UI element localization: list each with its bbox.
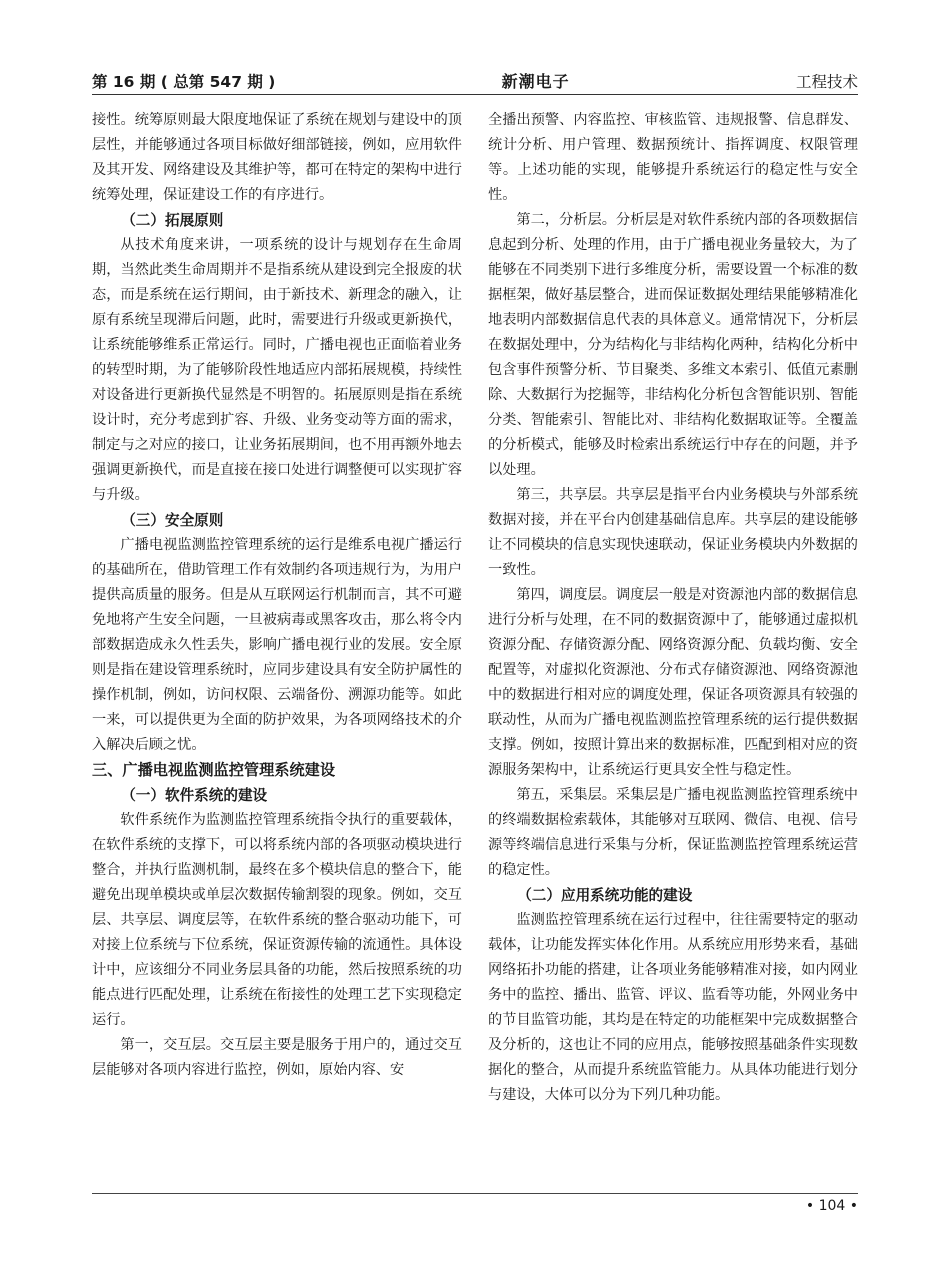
- article-body: [92, 108, 858, 1183]
- footer-divider: [92, 1193, 858, 1194]
- subsection-heading: （二）应用系统功能的建设: [517, 887, 693, 904]
- paragraph: 全播出预警、内容监控、审核监管、违规报警、信息群发、统计分析、用户管理、数据预统计、指挥调度、权限管理等。上述功能的实现，能够提升系统运行的稳定性与安全性。: [488, 112, 858, 203]
- right-column: [488, 108, 858, 1183]
- paragraph: 广播电视监测监控管理系统的运行是维系电视广播运行的基础所在，借助管理工作有效制约各项违规行为，为用户提供高质量的服务。但是从互联网运行机制而言，其不可避免地将产生安全问题，一旦被病毒或黑客攻击，那么将令内部数据造成永久性丢失，影响广播电视行业的发展。安全原则是指在建设管理系统时，应同步建设具有安全防护属性的操作机制，例如，访问权限、云端备份、溯源功能等。如此一来，可以提供更为全面的防护效果，为各项网络技术的介入解决后顾之忧。: [92, 537, 462, 753]
- paragraph: 第二，分析层。分析层是对软件系统内部的各项数据信息起到分析、处理的作用，由于广播电视业务量较大，为了能够在不同类别下进行多维度分析，需要设置一个标准的数据框架，做好基层整合，进而保证数据处理结果能够精准化地表明内部数据信息代表的具体意义。通常情况下，分析层在数据处理中，分为结构化与非结构化两种，结构化分析中包含事件预警分析、节目聚类、多维文本索引、低值元素删除、大数据行为挖掘等，非结构化分析包含智能识别、智能分类、智能索引、智能比对、非结构化数据取证等。全覆盖的分析模式，能够及时检索出系统运行中存在的问题，并予以处理。: [488, 212, 858, 478]
- header-divider: [92, 94, 858, 95]
- paragraph: 软件系统作为监测监控管理系统指令执行的重要载体，在软件系统的支撑下，可以将系统内部的各项驱动模块进行整合，并执行监测机制，最终在多个模块信息的整合下，能避免出现单模块或单层次数据传输割裂的现象。例如，交互层、共享层、调度层等，在软件系统的整合驱动功能下，可对接上位系统与下位系统，保证资源传输的流通性。具体设计中，应该细分不同业务层具备的功能，然后按照系统的功能点进行匹配处理，让系统在衔接性的处理工艺下实现稳定运行。: [92, 812, 462, 1028]
- page-number: • 104 •: [805, 1198, 858, 1214]
- left-column: [92, 108, 462, 1183]
- paragraph: 从技术角度来讲，一项系统的设计与规划存在生命周期，当然此类生命周期并不是指系统从建设到完全报废的状态，而是系统在运行期间，由于新技术、新理念的融入，让原有系统呈现滞后问题，此时，需要进行升级或更新换代，让系统能够维系正常运行。同时，广播电视也正面临着业务的转型时期，为了能够阶段性地适应内部拓展规模，持续性对设备进行更新换代显然是不明智的。拓展原则是指在系统设计时，充分考虑到扩容、升级、业务变动等方面的需求，制定与之对应的接口，让业务拓展期间，也不用再额外地去强调更新换代，而是直接在接口处进行调整便可以实现扩容与升级。: [92, 237, 462, 503]
- issue-number: 第 16 期 ( 总第 547 期 ): [92, 73, 276, 91]
- paragraph: 第一，交互层。交互层主要是服务于用户的，通过交互层能够对各项内容进行监控，例如，原始内容、安: [92, 1037, 462, 1078]
- paragraph: 第四，调度层。调度层一般是对资源池内部的数据信息进行分析与处理，在不同的数据资源中了，能够通过虚拟机资源分配、存储资源分配、网络资源分配、负载均衡、安全配置等，对虚拟化资源池、分布式存储资源池、网络资源池中的数据进行相对应的调度处理，保证各项资源具有较强的联动性，从而为广播电视监测监控管理系统的运行提供数据支撑。例如，按照计算出来的数据标准，匹配到相对应的资源服务架构中，让系统运行更具安全性与稳定性。: [488, 587, 858, 778]
- section-category: 工程技术: [795, 73, 858, 91]
- section-heading: 三、广播电视监测监控管理系统建设: [92, 761, 335, 779]
- paragraph: 监测监控管理系统在运行过程中，往往需要特定的驱动载体，让功能发挥实体化作用。从系统应用形势来看，基础网络拓扑功能的搭建，让各项业务能够精准对接，如内网业务中的监控、播出、监管、评议、监看等功能，外网业务中的节目监管功能，其均是在特定的功能框架中完成数据整合及分析的，这也让不同的应用点，能够按照基础条件实现数据化的整合，从而提升系统监管能力。从具体功能进行划分与建设，大体可以分为下列几种功能。: [488, 912, 858, 1103]
- journal-title: 新潮电子: [501, 72, 570, 91]
- subsection-heading: （二）拓展原则: [121, 212, 224, 229]
- subsection-heading: （一）软件系统的建设: [121, 787, 268, 804]
- page-header: [92, 64, 858, 92]
- paragraph: 第五，采集层。采集层是广播电视监测监控管理系统中的终端数据检索载体，其能够对互联网、微信、电视、信号源等终端信息进行采集与分析，保证监测监控管理系统运营的稳定性。: [488, 787, 858, 878]
- subsection-heading: （三）安全原则: [121, 512, 224, 529]
- paragraph: 第三，共享层。共享层是指平台内业务模块与外部系统数据对接，并在平台内创建基础信息库。共享层的建设能够让不同模块的信息实现快速联动，保证业务模块内外数据的一致性。: [488, 487, 858, 578]
- paragraph: 接性。统筹原则最大限度地保证了系统在规划与建设中的顶层性，并能够通过各项目标做好细部链接，例如，应用软件及其开发、网络建设及其维护等，都可在特定的架构中进行统筹处理，保证建设工作的有序进行。: [92, 112, 462, 203]
